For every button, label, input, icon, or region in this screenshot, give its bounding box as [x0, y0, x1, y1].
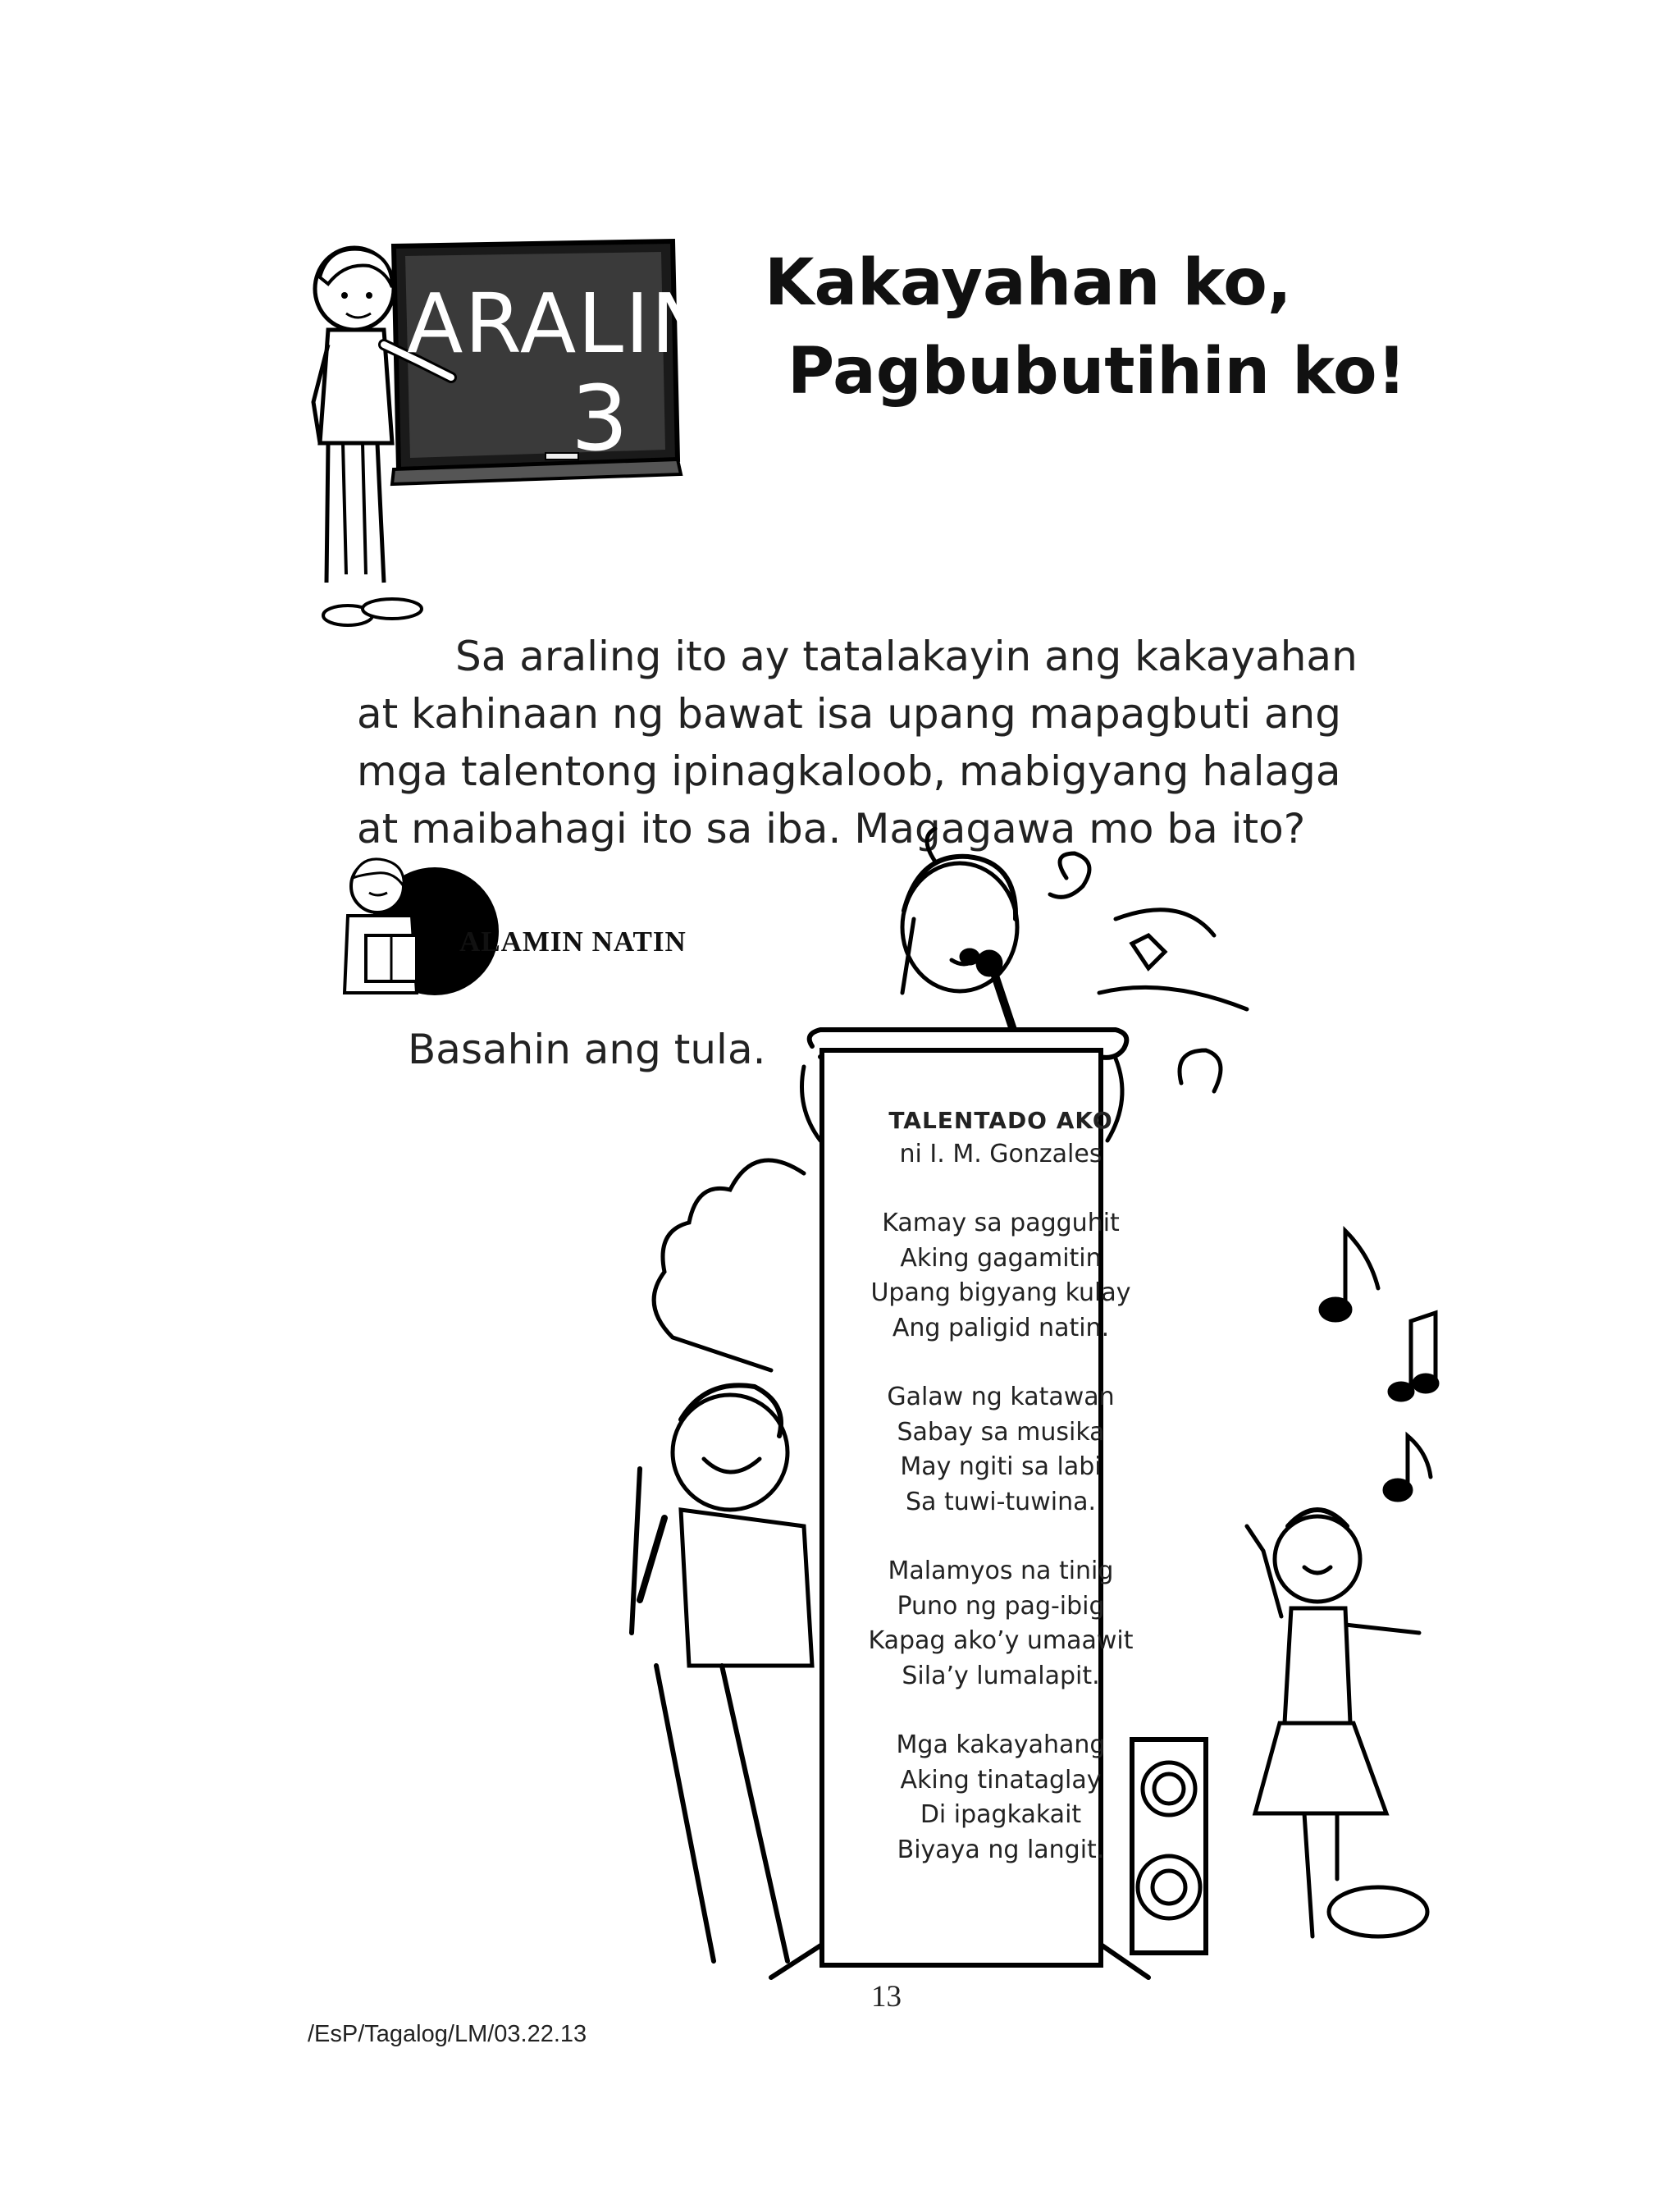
poem-line: Aking tinataglay [900, 1765, 1102, 1795]
instruction-text: Basahin ang tula. [408, 1026, 766, 1073]
intro-paragraph [357, 628, 1472, 857]
poem [829, 1104, 1173, 1902]
intro-line: Sa araling ito ay tatalakayin ang kakayahan [455, 633, 1358, 680]
poem-line: Galaw ng katawan [887, 1383, 1115, 1411]
lesson-number: 3 [571, 366, 628, 471]
page-number: 13 [871, 1980, 902, 2014]
poem-line: Aking gagamitin [900, 1243, 1102, 1273]
poem-stanza [829, 1380, 1173, 1520]
poem-line: Ang paligid natin. [892, 1313, 1110, 1342]
poem-line: Kapag ako’y umaawit [868, 1626, 1134, 1655]
poem-line: May ngiti sa labi [900, 1452, 1102, 1481]
poem-line: Puno ng pag-ibig [897, 1591, 1105, 1621]
poem-author: ni I. M. Gonzales [899, 1140, 1102, 1168]
lesson-title-line-1: Kakayahan ko, [765, 246, 1292, 320]
lesson-word: ARALIN [407, 276, 714, 372]
poem-line: Biyaya ng langit. [897, 1835, 1105, 1864]
lesson-title-line-2: Pagbubutihin ko! [788, 335, 1407, 409]
poem-title: TALENTADO AKO [888, 1107, 1113, 1134]
poem-line: Sa tuwi-tuwina. [905, 1487, 1097, 1516]
poem-line: Upang bigyang kulay [870, 1278, 1131, 1307]
document-code: /EsP/Tagalog/LM/03.22.13 [308, 2021, 587, 2047]
poem-stanza [829, 1206, 1173, 1346]
poem-stanza [829, 1554, 1173, 1694]
poem-line: Sila’y lumalapit. [902, 1661, 1100, 1690]
intro-line: mga talentong ipinagkaloob, mabigyang halaga [357, 748, 1341, 795]
poem-line: Di ipagkakait [920, 1800, 1082, 1829]
poem-line: Kamay sa pagguhit [882, 1209, 1120, 1237]
poem-line: Sabay sa musika [897, 1417, 1105, 1447]
poem-line: Mga kakayahang [896, 1731, 1106, 1759]
section-title: ALAMIN NATIN [459, 926, 687, 958]
intro-line: at maibahagi ito sa iba. Magagawa mo ba ito? [357, 805, 1306, 853]
poem-line: Malamyos na tinig [888, 1557, 1114, 1585]
intro-line: at kahinaan ng bawat isa upang mapagbuti ang [357, 690, 1341, 738]
poem-stanza [829, 1728, 1173, 1868]
